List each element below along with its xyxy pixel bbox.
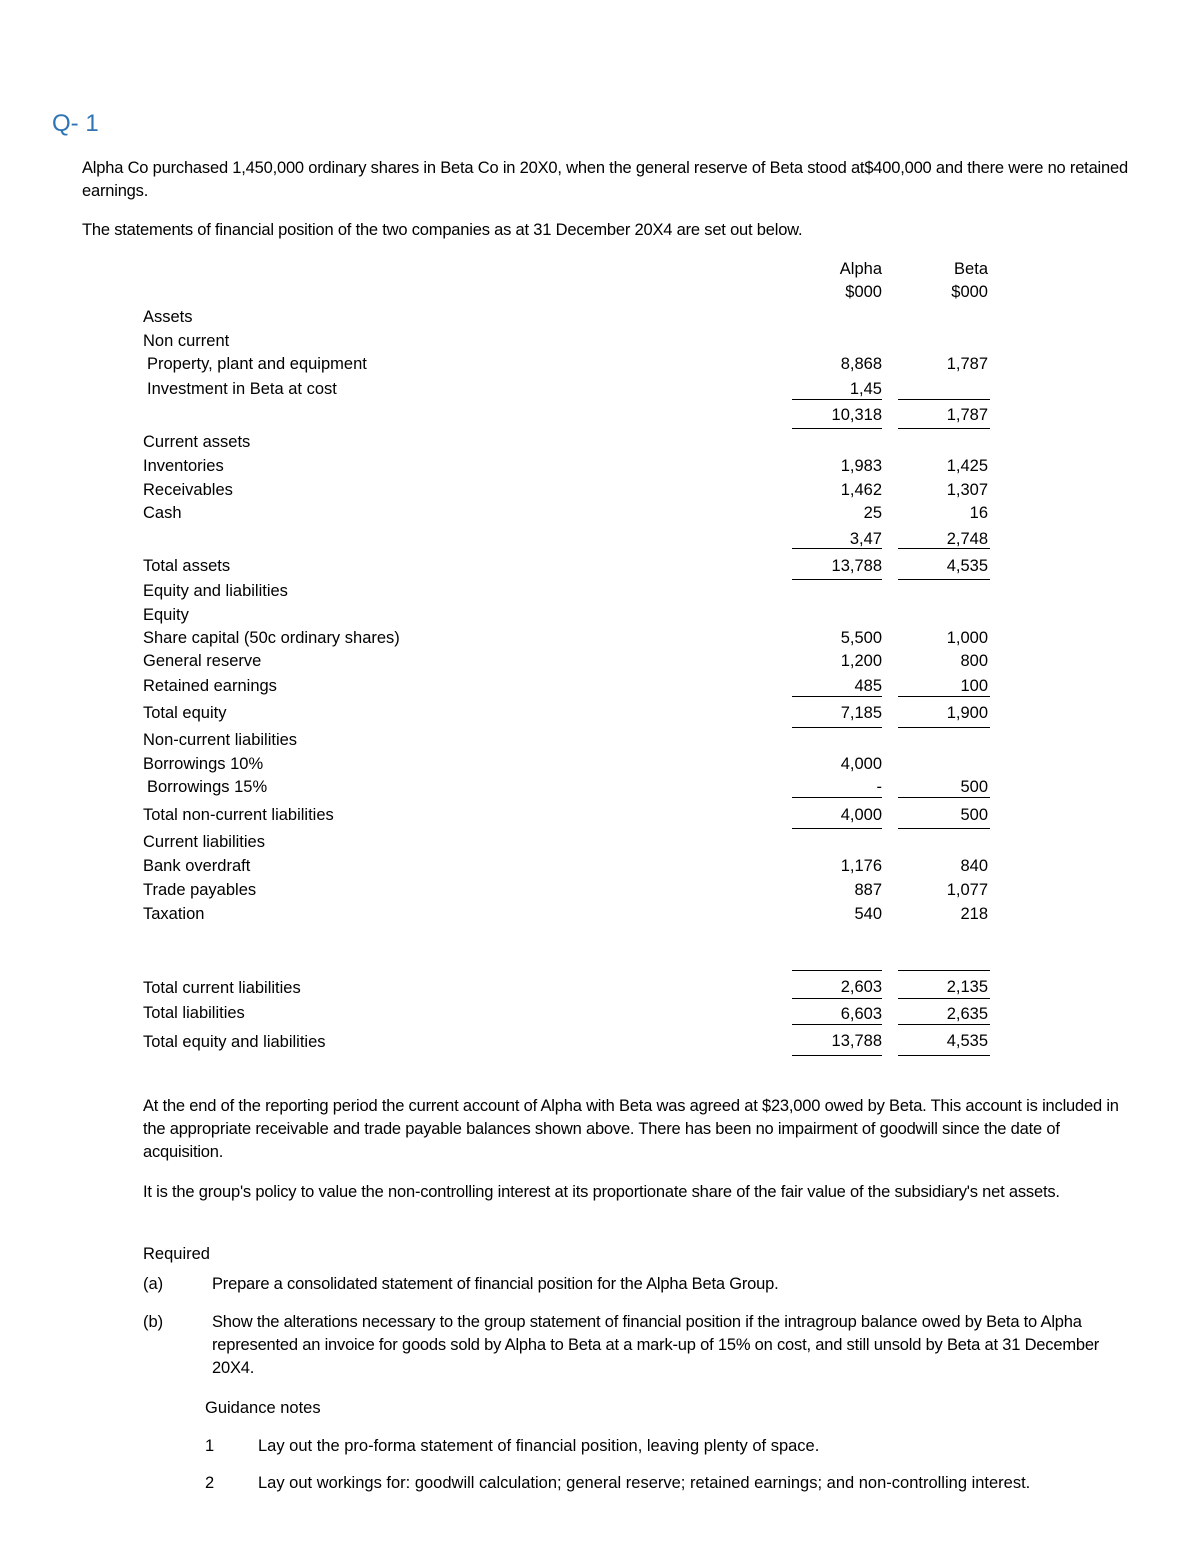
section-heading: Equity	[143, 606, 189, 624]
rule	[898, 696, 990, 697]
alpha-value: 485	[854, 677, 882, 695]
note-paragraph-1: At the end of the reporting period the current account of Alpha with Beta was agreed at $23,000 owed by Beta. This account is included in the appropriate receivable and trade payable balances shown above. There has been no impairment of goodwill since the date of acquisition.	[143, 1097, 1119, 1161]
row-label: Receivables	[143, 481, 233, 499]
section-heading: Assets	[143, 308, 193, 326]
note-paragraph-2: It is the group's policy to value the non-controlling interest at its proportionate share of the fair value of the subsidiary's net assets.	[143, 1183, 1060, 1201]
guidance-number: 1	[205, 1437, 215, 1455]
row-label: Inventories	[143, 457, 224, 475]
row-label: Total non-current liabilities	[143, 806, 334, 824]
guidance-heading: Guidance notes	[205, 1399, 321, 1417]
alpha-value: 1,45	[849, 380, 882, 398]
guidance-text: Lay out the pro-forma statement of financial position, leaving plenty of space.	[258, 1437, 820, 1455]
intro-paragraph-1: Alpha Co purchased 1,450,000 ordinary shares in Beta Co in 20X0, when the general reserve of Beta stood at$400,000 and there were no retained earnings.	[82, 159, 1128, 200]
row-label: Total assets	[143, 557, 231, 575]
beta-value: 100	[960, 677, 988, 695]
beta-value: 1,077	[946, 881, 988, 899]
rule	[898, 970, 990, 971]
rule	[898, 399, 990, 400]
beta-subtotal: 2,748	[946, 530, 988, 548]
alpha-value: 1,176	[840, 857, 882, 875]
row-label: Total liabilities	[143, 1004, 245, 1022]
rule	[792, 828, 882, 829]
intro-paragraph-2: The statements of financial position of the two companies as at 31 December 20X4 are set out below.	[82, 221, 803, 239]
column-header-alpha: Alpha	[839, 260, 882, 278]
question-title: Q- 1	[52, 110, 99, 137]
rule	[792, 998, 882, 999]
section-heading: Equity and liabilities	[143, 582, 288, 600]
beta-value: 1,425	[946, 457, 988, 475]
rule	[898, 1055, 990, 1056]
column-header-beta: Beta	[954, 260, 988, 278]
rule	[792, 970, 882, 971]
row-label: Total equity	[143, 704, 227, 722]
beta-total: 2,635	[946, 1005, 988, 1023]
alpha-value: 5,500	[840, 629, 882, 647]
rule	[898, 828, 990, 829]
row-label: General reserve	[143, 652, 262, 670]
row-label: Trade payables	[143, 881, 257, 899]
row-label: Total current liabilities	[143, 979, 301, 997]
rule	[898, 579, 990, 580]
required-heading: Required	[143, 1245, 210, 1263]
alpha-value: 540	[854, 905, 882, 923]
beta-total: 1,900	[946, 704, 988, 722]
rule	[792, 399, 882, 400]
requirement-label: (b)	[143, 1313, 164, 1331]
rule	[898, 428, 990, 429]
section-heading: Non current	[143, 332, 230, 350]
alpha-value: 1,462	[840, 481, 882, 499]
alpha-value: 1,983	[840, 457, 882, 475]
rule	[792, 696, 882, 697]
beta-value: 16	[969, 504, 988, 522]
beta-total: 2,135	[946, 978, 988, 996]
row-label: Bank overdraft	[143, 857, 251, 875]
alpha-value: 887	[854, 881, 882, 899]
beta-value: 800	[960, 652, 988, 670]
alpha-value: 4,000	[840, 755, 882, 773]
alpha-value: -	[876, 778, 882, 796]
row-label: Investment in Beta at cost	[147, 380, 337, 398]
row-label: Cash	[143, 504, 182, 522]
beta-value: 840	[960, 857, 988, 875]
beta-subtotal: 1,787	[946, 406, 988, 424]
beta-value: 1,307	[946, 481, 988, 499]
alpha-subtotal: 3,47	[849, 530, 882, 548]
alpha-total: 13,788	[831, 1032, 882, 1050]
alpha-total: 6,603	[840, 1005, 882, 1023]
beta-value: 1,787	[946, 355, 988, 373]
column-unit-beta: $000	[951, 283, 988, 301]
section-heading: Current liabilities	[143, 833, 265, 851]
alpha-value: 1,200	[840, 652, 882, 670]
row-label: Borrowings 10%	[143, 755, 264, 773]
rule	[792, 428, 882, 429]
section-heading: Current assets	[143, 433, 251, 451]
beta-total: 500	[960, 806, 988, 824]
rule	[792, 1055, 882, 1056]
rule	[898, 548, 990, 549]
alpha-total: 2,603	[840, 978, 882, 996]
rule	[792, 1024, 882, 1025]
rule	[792, 727, 882, 728]
section-heading: Non-current liabilities	[143, 731, 298, 749]
rule	[792, 797, 882, 798]
beta-value: 500	[960, 778, 988, 796]
rule	[898, 998, 990, 999]
row-label: Retained earnings	[143, 677, 277, 695]
requirement-text: Prepare a consolidated statement of financial position for the Alpha Beta Group.	[212, 1275, 779, 1293]
alpha-total: 4,000	[840, 806, 882, 824]
beta-total: 4,535	[946, 1032, 988, 1050]
requirement-label: (a)	[143, 1275, 164, 1293]
guidance-text: Lay out workings for: goodwill calculation; general reserve; retained earnings; and non-controlling interest.	[258, 1474, 1031, 1492]
beta-value: 1,000	[946, 629, 988, 647]
row-label: Total equity and liabilities	[143, 1033, 326, 1051]
rule	[792, 579, 882, 580]
rule	[898, 1024, 990, 1025]
row-label: Share capital (50c ordinary shares)	[143, 629, 400, 647]
rule	[898, 727, 990, 728]
requirement-text: Show the alterations necessary to the group statement of financial position if the intragroup balance owed by Beta to Alpha represented an invoice for goods sold by Alpha to Beta at a mark-up of 15% on cost, and still unsold by Beta at 31 December 20X4.	[212, 1313, 1100, 1377]
alpha-total: 7,185	[840, 704, 882, 722]
row-label: Borrowings 15%	[147, 778, 268, 796]
row-label: Taxation	[143, 905, 205, 923]
beta-value: 218	[960, 905, 988, 923]
column-unit-alpha: $000	[845, 283, 882, 301]
alpha-value: 25	[863, 504, 882, 522]
rule	[898, 797, 990, 798]
alpha-subtotal: 10,318	[831, 406, 882, 424]
row-label: Property, plant and equipment	[147, 355, 367, 373]
rule	[792, 548, 882, 549]
alpha-value: 8,868	[840, 355, 882, 373]
alpha-total: 13,788	[831, 557, 882, 575]
guidance-number: 2	[205, 1474, 215, 1492]
beta-total: 4,535	[946, 557, 988, 575]
